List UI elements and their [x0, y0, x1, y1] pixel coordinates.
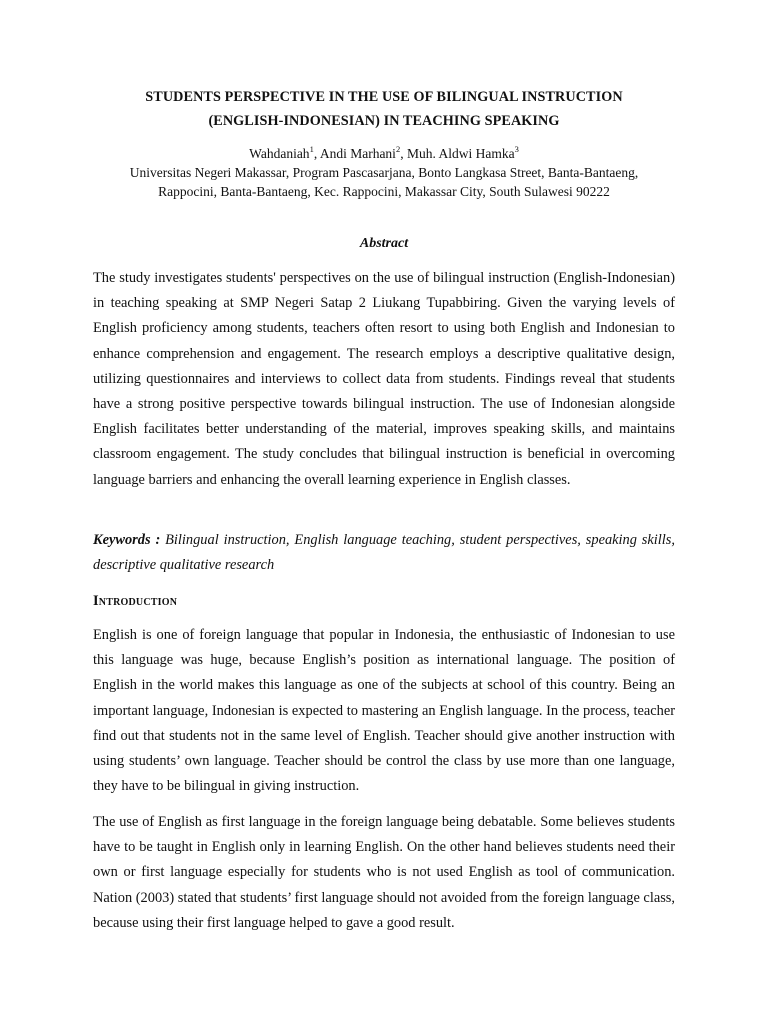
keywords: [93, 528, 675, 578]
author-name: Muh. Aldwi Hamka: [406, 146, 515, 161]
author-separator: ,: [313, 146, 320, 161]
paper-title-line-2: (ENGLISH-INDONESIAN) IN TEACHING SPEAKING: [208, 113, 560, 129]
keywords-label: Keywords :: [93, 532, 161, 548]
abstract-text: The study investigates students' perspectives on the use of bilingual instruction (English-Indonesian) in teaching speaking at SMP Negeri Satap 2 Liukang Tupabbiring. Given the varying levels of English proficiency among students, teachers often resort to using both English and Indonesian to enhance comprehension and engagement. The research employs a descriptive qualitative design, utilizing questionnaires and interviews to collect data from students. Findings reveal that students have a strong positive perspective towards bilingual instruction. The use of Indonesian alongside English facilitates better understanding of the material, improves speaking skills, and maintains classroom engagement. The study concludes that bilingual instruction is beneficial in overcoming language barriers and enhancing the overall learning experience in English classes.: [93, 270, 675, 488]
introduction-paragraph-1: English is one of foreign language that popular in Indonesia, the enthusiastic of Indonesian to use this language was huge, because English’s position as international language. The position of English in the world makes this language as one of the subjects at school of this country. Being an important language, Indonesian is expected to mastering an English language. In the process, teacher find out that students not in the same level of English. Teacher should give another instruction with using students’ own language. Teacher should be control the class by use more than one language, they have to be bilingual in giving instruction.: [93, 627, 675, 795]
abstract-heading: Abstract: [359, 236, 409, 251]
paper-page: [93, 0, 675, 1024]
author-name: Wahdaniah: [249, 146, 310, 161]
author-affiliation-mark: 3: [514, 143, 519, 154]
affiliation-line-2: Rappocini, Banta-Bantaeng, Kec. Rappocini, Makassar City, South Sulawesi 90222: [158, 184, 610, 199]
author-name: Andi Marhani: [319, 146, 396, 161]
paper-title-line-1: STUDENTS PERSPECTIVE IN THE USE OF BILINGUAL INSTRUCTION: [145, 89, 623, 105]
author-separator: ,: [400, 146, 407, 161]
introduction-heading: Introduction: [93, 593, 178, 609]
author-affiliation-mark: 2: [395, 143, 401, 154]
author-affiliation-mark: 1: [309, 143, 314, 154]
keywords-text: Bilingual instruction, English language teaching, student perspectives, speaking skills, descriptive qualitative research: [93, 532, 675, 574]
introduction-paragraph-2: The use of English as first language in the foreign language being debatable. Some believes students have to be taught in English only in learning English. On the other hand believes students need their own or first language especially for students who is not used English as tool of communication. Nation (2003) stated that students’ first language should not avoided from the foreign language class, because using their first language helped to gave a good result.: [93, 814, 676, 931]
affiliation-line-1: Universitas Negeri Makassar, Program Pascasarjana, Bonto Langkasa Street, Banta-Bantaeng,: [129, 165, 639, 180]
author-list: [93, 145, 675, 163]
